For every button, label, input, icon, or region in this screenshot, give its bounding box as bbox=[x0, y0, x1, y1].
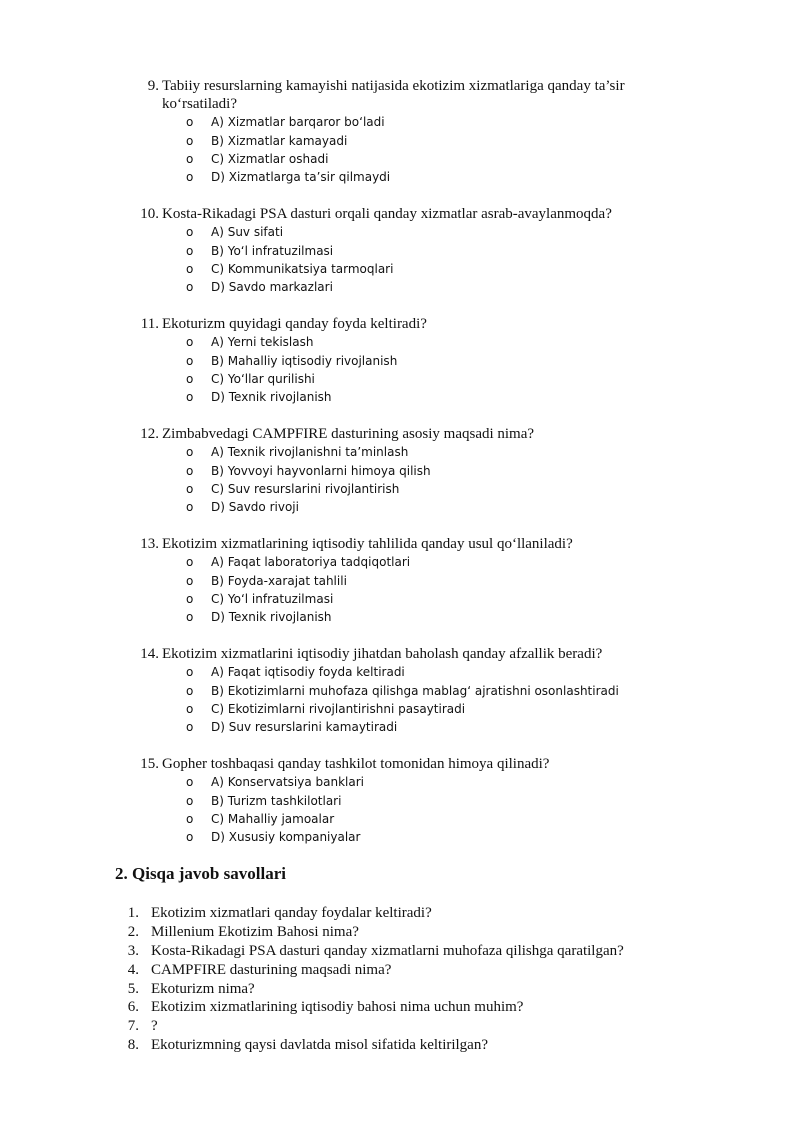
list-item: 1. Ekotizim xizmatlari qanday foydalar keltiradi? bbox=[127, 905, 432, 921]
question-14 bbox=[0, 645, 800, 737]
option-d: o D) Xususiy kompaniyalar bbox=[0, 828, 800, 846]
short-answer-list bbox=[0, 905, 800, 1056]
question-text: Ekotizim xizmatlarini iqtisodiy jihatdan baholash qanday afzallik beradi? bbox=[162, 646, 603, 662]
bullet-icon: o bbox=[186, 390, 194, 405]
bullet-icon: o bbox=[186, 243, 194, 258]
option-d: o D) Savdo rivoji bbox=[0, 498, 800, 516]
bullet-icon: o bbox=[186, 591, 194, 606]
bullet-icon: o bbox=[186, 775, 194, 790]
question-9 bbox=[0, 77, 800, 187]
bullet-icon: o bbox=[186, 573, 194, 588]
bullet-icon: o bbox=[186, 280, 194, 295]
option-a: o A) Faqat laboratoriya tadqiqotlari bbox=[0, 553, 800, 571]
option-c: o C) Mahalliy jamoalar bbox=[0, 810, 800, 828]
option-d: o D) Texnik rivojlanish bbox=[0, 608, 800, 626]
bullet-icon: o bbox=[186, 115, 194, 130]
option-c: o C) Suv resurslarini rivojlantirish bbox=[0, 480, 800, 498]
question-number: 15. bbox=[140, 756, 159, 772]
option-c: o C) Ekotizimlarni rivojlantirishni pasaytiradi bbox=[0, 700, 800, 718]
option-b: o B) Mahalliy iqtisodiy rivojlanish bbox=[0, 351, 800, 369]
bullet-icon: o bbox=[186, 665, 194, 680]
bullet-icon: o bbox=[186, 151, 194, 166]
bullet-icon: o bbox=[186, 793, 194, 808]
bullet-icon: o bbox=[186, 811, 194, 826]
question-13 bbox=[0, 535, 800, 627]
bullet-icon: o bbox=[186, 261, 194, 276]
question-text: Gopher toshbaqasi qanday tashkilot tomonidan himoya qilinadi? bbox=[162, 756, 550, 772]
question-text: Ekotizim xizmatlarining iqtisodiy tahlilida qanday usul qo‘llaniladi? bbox=[162, 536, 573, 552]
bullet-icon: o bbox=[186, 170, 194, 185]
option-a: o A) Faqat iqtisodiy foyda keltiradi bbox=[0, 663, 800, 681]
list-item: 4. CAMPFIRE dasturining maqsadi nima? bbox=[127, 961, 392, 978]
question-number: 11. bbox=[140, 316, 159, 332]
question-12 bbox=[0, 425, 800, 517]
option-c: o C) Yo‘l infratuzilmasi bbox=[0, 590, 800, 608]
list-item: 6. Ekotizim xizmatlarining iqtisodiy bahosi nima uchun muhim? bbox=[127, 999, 524, 1016]
question-11 bbox=[0, 315, 800, 407]
bullet-icon: o bbox=[186, 500, 194, 515]
question-number: 10. bbox=[140, 206, 159, 222]
option-b: o B) Xizmatlar kamayadi bbox=[0, 131, 800, 149]
list-item: 7. ? bbox=[127, 1018, 158, 1035]
bullet-icon: o bbox=[186, 445, 194, 460]
option-b: o B) Yo‘l infratuzilmasi bbox=[0, 241, 800, 259]
option-d: o D) Suv resurslarini kamaytiradi bbox=[0, 718, 800, 736]
bullet-icon: o bbox=[186, 463, 194, 478]
list-item: 3. Kosta-Rikadagi PSA dasturi qanday xizmatlarni muhofaza qilishga qaratilgan? bbox=[127, 942, 624, 959]
option-a: o A) Konservatsiya banklari bbox=[0, 773, 800, 791]
question-number: 12. bbox=[140, 426, 159, 442]
question-text: Tabiiy resurslarning kamayishi natijasida ekotizim xizmatlariga qanday ta’sir ko‘rsatiladi? bbox=[162, 78, 625, 112]
question-number: 14. bbox=[140, 646, 159, 662]
option-d: o D) Texnik rivojlanish bbox=[0, 388, 800, 406]
bullet-icon: o bbox=[186, 683, 194, 698]
section-title: 2. Qisqa javob savollari bbox=[115, 864, 286, 883]
option-c: o C) Kommunikatsiya tarmoqlari bbox=[0, 260, 800, 278]
bullet-icon: o bbox=[186, 371, 194, 386]
bullet-icon: o bbox=[186, 610, 194, 625]
question-10 bbox=[0, 205, 800, 297]
list-item: 8. Ekoturizmning qaysi davlatda misol sifatida keltirilgan? bbox=[127, 1037, 489, 1054]
bullet-icon: o bbox=[186, 133, 194, 148]
bullet-icon: o bbox=[186, 830, 194, 845]
bullet-icon: o bbox=[186, 555, 194, 570]
option-a: o A) Yerni tekislash bbox=[0, 333, 800, 351]
option-c: o C) Yo‘llar qurilishi bbox=[0, 370, 800, 388]
option-a: o A) Texnik rivojlanishni ta’minlash bbox=[0, 443, 800, 461]
option-d: o D) Xizmatlarga ta’sir qilmaydi bbox=[0, 168, 800, 186]
question-15 bbox=[0, 755, 800, 847]
option-b: o B) Ekotizimlarni muhofaza qilishga mablag‘ ajratishni osonlashtiradi bbox=[0, 681, 800, 699]
bullet-icon: o bbox=[186, 335, 194, 350]
list-item: 2. Millenium Ekotizim Bahosi nima? bbox=[127, 923, 359, 940]
bullet-icon: o bbox=[186, 481, 194, 496]
bullet-icon: o bbox=[186, 353, 194, 368]
option-b: o B) Turizm tashkilotlari bbox=[0, 791, 800, 809]
option-b: o B) Foyda-xarajat tahlili bbox=[0, 571, 800, 589]
question-number: 9. bbox=[147, 78, 159, 94]
question-text: Zimbabvedagi CAMPFIRE dasturining asosiy maqsadi nima? bbox=[162, 426, 535, 442]
list-item: 5. Ekoturizm nima? bbox=[127, 980, 255, 997]
bullet-icon: o bbox=[186, 225, 194, 240]
bullet-icon: o bbox=[186, 701, 194, 716]
option-a: o A) Suv sifati bbox=[0, 223, 800, 241]
option-b: o B) Yovvoyi hayvonlarni himoya qilish bbox=[0, 461, 800, 479]
question-text: Kosta-Rikadagi PSA dasturi orqali qanday xizmatlar asrab-avaylanmoqda? bbox=[162, 206, 612, 222]
question-number: 13. bbox=[140, 536, 159, 552]
question-text: Ekoturizm quyidagi qanday foyda keltiradi? bbox=[162, 316, 427, 332]
bullet-icon: o bbox=[186, 720, 194, 735]
option-a: o A) Xizmatlar barqaror bo‘ladi bbox=[0, 113, 800, 131]
option-c: o C) Xizmatlar oshadi bbox=[0, 150, 800, 168]
option-d: o D) Savdo markazlari bbox=[0, 278, 800, 296]
